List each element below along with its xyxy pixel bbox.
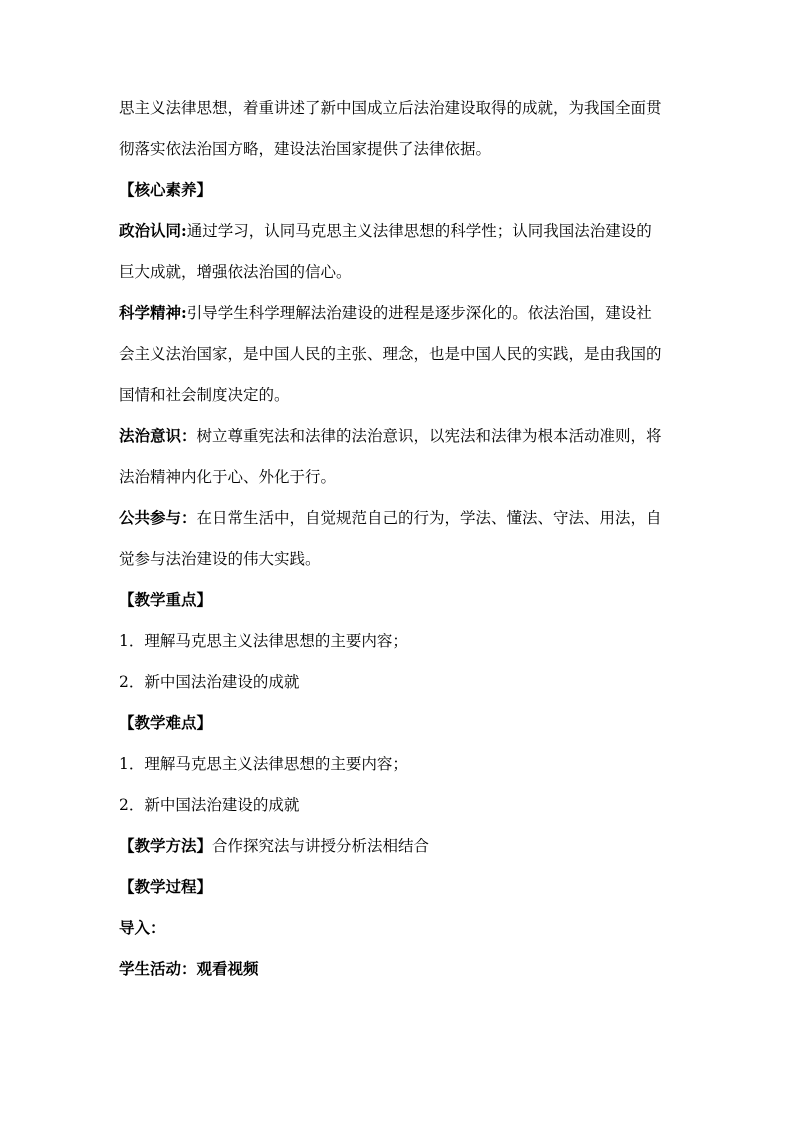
difficulty-item: 2．新中国法治建设的成就	[119, 796, 300, 814]
political-identity-line-2: 巨大成就，增强依法治国的信心。	[119, 263, 352, 281]
science-spirit-line-1	[119, 303, 679, 323]
political-identity-label: 政治认同:	[119, 221, 187, 240]
core-literacy-heading: 【核心素养】	[119, 180, 213, 199]
public-participation-line-1	[119, 508, 679, 528]
political-identity-text: 通过学习，认同马克思主义法律思想的科学性；认同我国法治建设的	[186, 222, 652, 240]
key-points-heading: 【教学重点】	[119, 590, 213, 609]
rule-of-law-line-2: 法治精神内化于心、外化于行。	[119, 468, 337, 486]
methods-line	[119, 836, 679, 856]
intro-line-2: 彻落实依法治国方略，建设法治国家提供了法律依据。	[119, 140, 492, 158]
difficulties-heading: 【教学难点】	[119, 713, 213, 732]
key-point-item: 1．理解马克思主义法律思想的主要内容；	[119, 632, 408, 650]
science-spirit-line-2: 会主义法治国家，是中国人民的主张、理念，也是中国人民的实践，是由我国的	[119, 345, 662, 363]
methods-heading: 【教学方法】	[119, 836, 213, 855]
key-point-item: 2．新中国法治建设的成就	[119, 673, 300, 691]
science-spirit-line-3: 国情和社会制度决定的。	[119, 386, 290, 404]
public-participation-text: 在日常生活中，自觉规范自己的行为，学法、懂法、守法、用法，自	[196, 509, 662, 527]
document-page	[119, 90, 679, 979]
process-intro: 导入：	[119, 918, 166, 937]
student-activity: 学生活动：观看视频	[119, 959, 259, 978]
intro-line-1: 思主义法律思想，着重讲述了新中国成立后法治建设取得的成就，为我国全面贯	[119, 99, 662, 117]
difficulty-item: 1．理解马克思主义法律思想的主要内容；	[119, 755, 408, 773]
rule-of-law-label: 法治意识：	[119, 426, 197, 445]
public-participation-label: 公共参与：	[119, 508, 197, 527]
methods-text: 合作探究法与讲授分析法相结合	[212, 837, 430, 855]
science-spirit-text: 引导学生科学理解法治建设的进程是逐步深化的。依法治国，建设社	[186, 304, 652, 322]
public-participation-line-2: 觉参与法治建设的伟大实践。	[119, 550, 321, 568]
science-spirit-label: 科学精神:	[119, 303, 187, 322]
rule-of-law-line-1	[119, 426, 679, 446]
political-identity-line-1	[119, 221, 679, 241]
rule-of-law-text: 树立尊重宪法和法律的法治意识，以宪法和法律为根本活动准则，将	[196, 427, 662, 445]
process-heading: 【教学过程】	[119, 877, 213, 896]
